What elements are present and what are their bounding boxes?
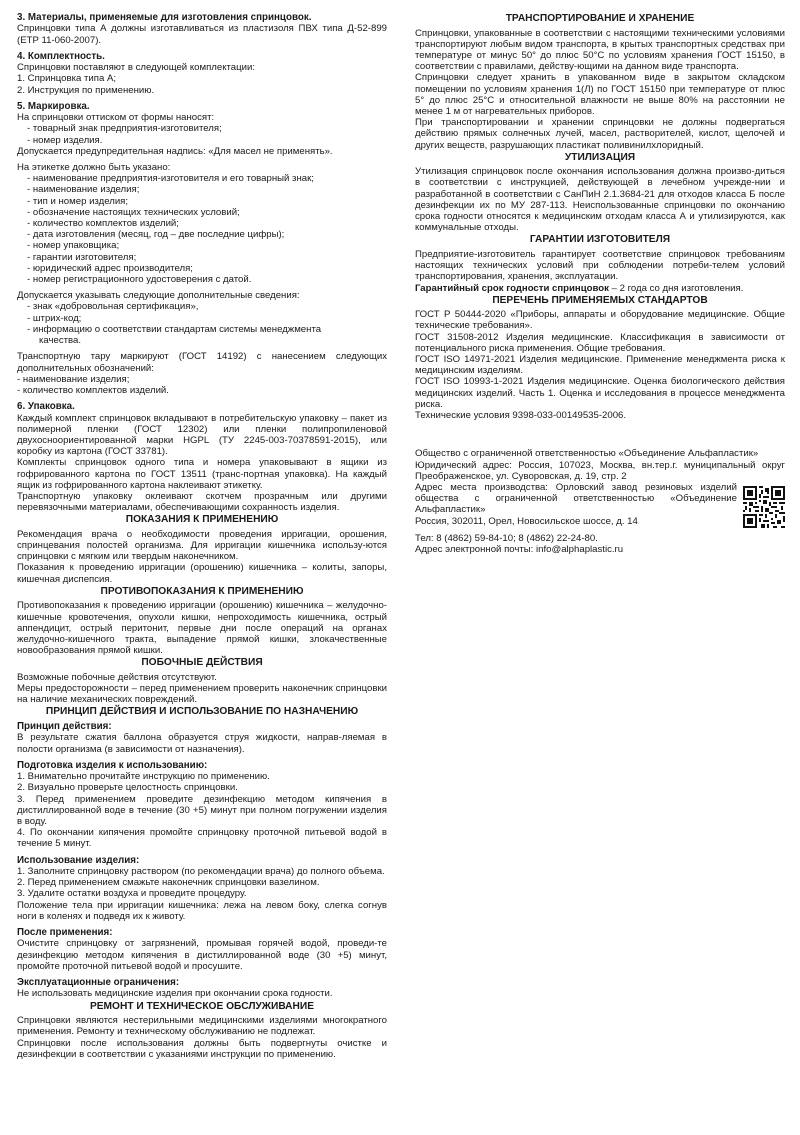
phone: Тел: 8 (4862) 59-84-10; 8 (4862) 22-24-80. (415, 532, 598, 544)
paragraph: Транспортную упаковку оклеивают скотчем прозрачным или другими перевязочными материалами, обеспечивающими сохранность изделия. (17, 490, 387, 514)
company-name: Общество с ограниченной ответственностью «Объединение Альфапластик» (415, 448, 759, 460)
section-title: 3. Материалы, применяемые для изготовления спринцовок. (17, 12, 312, 23)
warranty-term (415, 283, 785, 294)
list-item: 1. Заполните спринцовку раствором (по рекомендации врача) до полного объема. (17, 866, 385, 878)
list-item: - номер упаковщика; (27, 240, 120, 252)
warranty-term-value: – 2 года со дня изготовления. (608, 282, 744, 294)
subsection-title: Принцип действия: (17, 720, 112, 732)
list-item: - обозначение настоящих технических условий; (27, 206, 240, 218)
section-heading: ТРАНСПОРТИРОВАНИЕ И ХРАНЕНИЕ (505, 13, 695, 24)
subsection-title: После применения: (17, 927, 113, 939)
standard-item: Технические условия 9398-033-00149535-2006. (415, 410, 627, 422)
paragraph: Рекомендация врача о необходимости проведения ирригации, орошения, спринцевания полостей организма. Для ирригации кишечника использу-ются спринцовки с мягким или твердым наконечником. (17, 528, 387, 563)
standard-item: ГОСТ 31508-2012 Изделия медицинские. Классификация в зависимости от потенциального риска применения. Общие требования. (415, 331, 785, 354)
subsection-title: Использование изделия: (17, 854, 140, 866)
list-item: - номер изделия. (27, 134, 103, 146)
legal-address: Юридический адрес: Россия, 107023, Москва, вн.тер.г. муниципальный округ Преображенское, ул. Суворовская, д. 19, стр. 2 (415, 459, 785, 482)
paragraph: Не использовать медицинские изделия при окончании срока годности. (17, 988, 333, 1000)
paragraph: Очистите спринцовку от загрязнений, промывая горячей водой, проведи-те дезинфекцию методом кипячения в дистиллированной воде (30 +5) минут, промойте проточной питьевой водой и просушите. (17, 938, 387, 972)
list-item: - наименование изделия; (27, 184, 140, 196)
list-item: - дата изготовления (месяц, год – две последние цифры); (27, 229, 285, 241)
section-heading: РЕМОНТ И ТЕХНИЧЕСКОЕ ОБСЛУЖИВАНИЕ (89, 1000, 315, 1012)
warranty-term-label: Гарантийный срок годности спринцовок (415, 282, 609, 294)
section-title: 6. Упаковка. (17, 401, 75, 413)
paragraph: Спринцовки являются нестерильными медицинскими изделиями многократного применения. Ремонту и техническому обслуживанию не подлежат. (17, 1015, 387, 1038)
production-city: Россия, 302011, Орел, Новосильское шоссе, д. 14 (415, 515, 638, 527)
list-item: - штрих-код; (27, 312, 82, 324)
paragraph: В результате сжатия баллона образуется струя жидкости, направ-ляемая в полости организма (в зависимости от назначения). (17, 732, 387, 755)
paragraph: Спринцовки следует хранить в упакованном виде в закрытом складском помещении по условиям хранения 1(Л) по ГОСТ 15150 при температуре от плюс 5° до плюс 25°С и относительной влажности не выше 80% на расстоянии не менее 1 м от нагревательных приборов. (415, 72, 785, 117)
section-heading: УТИЛИЗАЦИЯ (564, 151, 636, 163)
list-item: - количество комплектов изделий; (27, 218, 179, 230)
section-heading: ПОБОЧНЫЕ ДЕЙСТВИЯ (141, 657, 263, 669)
text-line: Допускается указывать следующие дополнительные сведения: (17, 290, 300, 302)
production-address-block (415, 482, 785, 528)
paragraph: Транспортную тару маркируют (ГОСТ 14192) с нанесением следующих дополнительных обозначений: (17, 351, 387, 374)
list-item: - наименование предприятия-изготовителя и его товарный знак; (27, 173, 314, 185)
text-line: Допускается предупредительная надпись: «Для масел не применять». (17, 145, 333, 157)
section-title: 5. Маркировка. (17, 100, 90, 112)
list-item: 1. Спринцовка типа А; (17, 73, 117, 85)
paragraph: Спринцовки типа А должны изготавливаться из пластизоля ПВХ типа Д-52-899 (ЕТР 11-060-2007). (17, 23, 387, 46)
section-title: 4. Комплектность. (17, 50, 105, 62)
section-heading: ПРОТИВОПОКАЗАНИЯ К ПРИМЕНЕНИЮ (100, 585, 304, 597)
left-column (17, 12, 387, 1060)
list-item: 3. Удалите остатки воздуха и проведите процедуру. (17, 888, 247, 900)
paragraph: Показания к проведению ирригации (орошению) кишечника – колиты, запоры, кишечная диспепсия. (17, 562, 387, 585)
paragraph: Спринцовки, упакованные в соответствии с настоящими техническими условиями транспортируют любым видом транспорта, в крытых транспортных средствах при температуре от минус 50° до плюс 50°С по условиям хранения ГОСТ 15150, в соответствии с правилами, действу-ющими на данном виде транспорта. (415, 27, 785, 73)
production-address-text (415, 482, 737, 527)
paragraph: Предприятие-изготовитель гарантирует соответствие спринцовок требованиям настоящих технических условий при соблюдении потреби-телем условий транспортирования, хранения, эксплуатации. (415, 248, 785, 283)
production-address: Адрес места производства: Орловский завод резиновых изделий общества с ограниченной ответственностью «Объединение Альфапластик» (415, 481, 737, 516)
list-item: 2. Визуально проверьте целостность спринцовки. (17, 782, 238, 794)
list-item: - юридический адрес производителя; (27, 262, 193, 274)
paragraph: Противопоказания к проведению ирригации (орошению) кишечника – желудочно-кишечные кровотечения, опухоли кишки, непроходимость кишечника, острый аппендицит, острый перитонит, первые дни после операций на органах желудочно-кишечного тракта, выпадение прямой кишки, злокачественные новообразования прямой кишки. (17, 600, 387, 657)
text-line: На этикетке должно быть указано: (17, 162, 171, 174)
section-heading: ГАРАНТИИ ИЗГОТОВИТЕЛЯ (529, 234, 671, 246)
paragraph: Возможные побочные действия отсутствуют. (17, 671, 217, 683)
list-item: 2. Перед применением смажьте наконечник спринцовки вазелином. (17, 877, 320, 889)
paragraph: При транспортировании и хранении спринцовки не должны подвергаться действию прямых солнечных лучей, масел, растворителей, кислот, щелочей и других веществ, разрушающих пластикат поливинилхлоридный. (415, 117, 785, 151)
list-item: - номер регистрационного удостоверения с датой. (27, 274, 252, 286)
paragraph: Каждый комплект спринцовок вкладывают в потребительскую упаковку – пакет из полимерной пленки (ГОСТ 12302) или пленки полипропиленовой двухосноориентированной марки HGPL (ТУ 2245-003-70378591-2015), или коробку из картона (ГОСТ 33781). (17, 412, 387, 458)
standard-item: ГОСТ ISO 10993-1-2021 Изделия медицинские. Оценка биологического действия медицинских изделий. Часть 1. Оценка и исследования в процессе менеджмента риска. (415, 376, 785, 410)
standard-item: ГОСТ ISO 14971-2021 Изделия медицинские. Применение менеджмента риска к медицинским изделиям. (415, 354, 785, 377)
list-item: - товарный знак предприятия-изготовителя; (27, 123, 222, 135)
section-heading: ПЕРЕЧЕНЬ ПРИМЕНЯЕМЫХ СТАНДАРТОВ (492, 294, 708, 306)
list-item: 1. Внимательно прочитайте инструкцию по применению. (17, 771, 270, 783)
list-item: 3. Перед применением проведите дезинфекцию методом кипячения в дистиллированной воде в течение (30 +5) минут при полном погружении изделия в воду. (17, 793, 387, 828)
standard-item: ГОСТ Р 50444-2020 «Приборы, аппараты и оборудование медицинские. Общие технические требования». (415, 309, 785, 332)
list-item-continuation: качества. (39, 335, 82, 347)
list-item: - наименование изделия; (17, 373, 130, 385)
text-line: Спринцовки поставляют в следующей комплектации: (17, 62, 256, 74)
list-item: - информацию о соответствии стандартам системы менеджмента (27, 323, 322, 335)
email: Адрес электронной почты: info@alphaplastic.ru (415, 544, 624, 556)
text-line: На спринцовки оттиском от формы наносят: (17, 112, 215, 124)
list-item: - гарантии изготовителя; (27, 251, 137, 263)
right-column (415, 12, 785, 555)
section-heading: ПРИНЦИП ДЕЙСТВИЯ И ИСПОЛЬЗОВАНИЕ ПО НАЗНАЧЕНИЮ (45, 706, 359, 718)
list-item: 2. Инструкция по применению. (17, 84, 155, 96)
qr-code-icon (743, 486, 785, 528)
list-item: - количество комплектов изделий. (17, 384, 169, 396)
paragraph: Комплекты спринцовок одного типа и номера упаковывают в ящики из гофрированного картона по ГОСТ 13511 (транс-портная упаковка). На каждый ящик из гофрированного картона наклеивают этикетку. (17, 457, 387, 491)
paragraph: Положение тела при ирригации кишечника: лежа на левом боку, слегка согнув ноги в коленях и подведя их к животу. (17, 899, 387, 922)
subsection-title: Подготовка изделия к использованию: (17, 759, 208, 771)
list-item: - тип и номер изделия; (27, 195, 129, 207)
paragraph: Меры предосторожности – перед применением проверить наконечник спринцовки на наличие механических повреждений. (17, 683, 387, 706)
paragraph: Спринцовки после использования должны быть подвергнуты очистке и дезинфекции в соответствии с указаниями инструкции по применению. (17, 1037, 387, 1060)
list-item: - знак «добровольная сертификация», (27, 301, 199, 313)
list-item: 4. По окончании кипячения промойте спринцовку проточной питьевой водой в течение 5 минут. (17, 827, 387, 850)
paragraph: Утилизация спринцовок после окончания использования должна произво-диться в соответствии с инструкцией, действующей в лечебном учрежде-нии и разработанной в соответствии с СанПиН 2.1.3684-21 для отходов класса Б после дезинфекции их по МУ 287-113. Неиспользованные спринцовки по окончанию срока годности относятся к медицинским отходам класса А и утилизируются, как коммунальные отходы. (415, 166, 785, 234)
subsection-title: Эксплуатационные ограничения: (17, 977, 180, 989)
section-heading: ПОКАЗАНИЯ К ПРИМЕНЕНИЮ (125, 514, 279, 526)
